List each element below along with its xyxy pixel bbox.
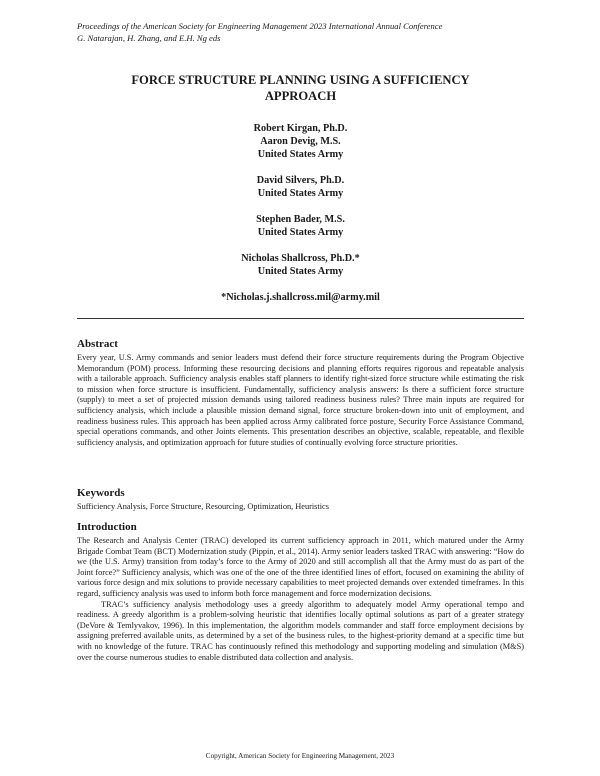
author-name: Aaron Devig, M.S. <box>260 136 341 147</box>
keywords-text: Sufficiency Analysis, Force Structure, Resourcing, Optimization, Heuristics <box>77 502 329 511</box>
abstract-text: Every year, U.S. Army commands and senior leaders must defend their force structure requirements during the Program Objective Memorandum (POM) process. Informing these resourcing decisions and planning efforts requires rigorous and repeatable analysis with a tailorable approach. Sufficiency analysis enables staff planners to identify right-sized force structure while estimating the risk to mission when force structure is insufficient. Fundamentally, sufficiency analysis answers: Is there a sufficient force structure (supply) to meet a set of projected mission demands using tailored readiness business rules? Three main inputs are required for sufficiency analysis, which include a plausible mission demand signal, force structure broken-down into unit of employment, and readiness business rules. This approach has been applied across Army calibrated force posture, Security Force Assistance Command, special operations commands, and other Joints elements. This presentation describes an objective, scalable, repeatable, and flexible sufficiency analysis, and optimization approach for future studies of continually evolving force structure priorities. <box>77 353 524 447</box>
abstract-section <box>77 338 524 448</box>
author-group <box>77 174 524 200</box>
copyright-footer: Copyright, American Society for Engineering Management, 2023 <box>205 752 395 760</box>
author-name: Stephen Bader, M.S. <box>256 214 345 225</box>
header-conference: Proceedings of the American Society for Engineering Management 2023 International Annual Conference <box>77 21 443 31</box>
corresponding-email[interactable]: *Nicholas.j.shallcross.mil@army.mil <box>221 292 380 303</box>
author-name: Robert Kirgan, Ph.D. <box>253 123 348 134</box>
author-affiliation: United States Army <box>257 188 344 199</box>
running-header <box>77 20 537 44</box>
author-group <box>77 252 524 278</box>
author-group <box>77 213 524 239</box>
introduction-heading: Introduction <box>77 521 137 533</box>
title-line-1: FORCE STRUCTURE PLANNING USING A SUFFICIENCY <box>131 73 470 87</box>
keywords-section <box>77 487 524 513</box>
abstract-heading: Abstract <box>77 338 118 350</box>
header-editors: G. Natarajan, H. Zhang, and E.H. Ng eds <box>77 33 221 43</box>
introduction-section <box>77 521 524 663</box>
introduction-paragraph-2: TRAC’s sufficiency analysis methodology uses a greedy algorithm to adequately model Army operational tempo and readiness. A greedy algorithm is a problem-solving heuristic that identifies locally optimal solutions as part of a greater strategy (DeVore & Temlyvakov, 1996). In this implementation, the algorithm models commander and staff force employment decisions by assigning preferred available units, as determined by a set of the business rules, to the highest-priority demand at a specific time but with no knowledge of the future. TRAC has continuously refined this methodology and supporting modeling and simulation (M&S) over the course numerous studies to enable distributed data collection and analysis. <box>77 599 524 662</box>
introduction-paragraph-1: The Research and Analysis Center (TRAC) developed its current sufficiency approach in 2011, which matured under the Army Brigade Combat Team (BCT) Modernization study (Pippin, et al., 2014). Army senior leaders tasked TRAC with answering: “How do we (the U.S. Army) transition from today’s force to the Army of 2020 and still accomplish all that the Army must do as part of the Joint force?” Sufficiency analysis, which was one of the one of the three identified lines of effort, focused on examining the ability of various force design and mix solutions to provide necessary capabilities to meet projected demands over extended timeframes. In this regard, sufficiency analysis was used to inform both force management and force modernization decisions. <box>77 536 524 598</box>
author-block <box>77 122 524 304</box>
paper-title <box>77 72 524 104</box>
author-affiliation: United States Army <box>257 227 344 238</box>
author-group <box>77 122 524 161</box>
keywords-heading: Keywords <box>77 487 125 499</box>
title-line-2: APPROACH <box>264 89 337 103</box>
author-affiliation: United States Army <box>257 266 344 277</box>
section-divider <box>77 318 524 319</box>
author-affiliation: United States Army <box>257 149 344 160</box>
author-name: Nicholas Shallcross, Ph.D.* <box>241 253 360 264</box>
author-name: David Silvers, Ph.D. <box>256 175 345 186</box>
